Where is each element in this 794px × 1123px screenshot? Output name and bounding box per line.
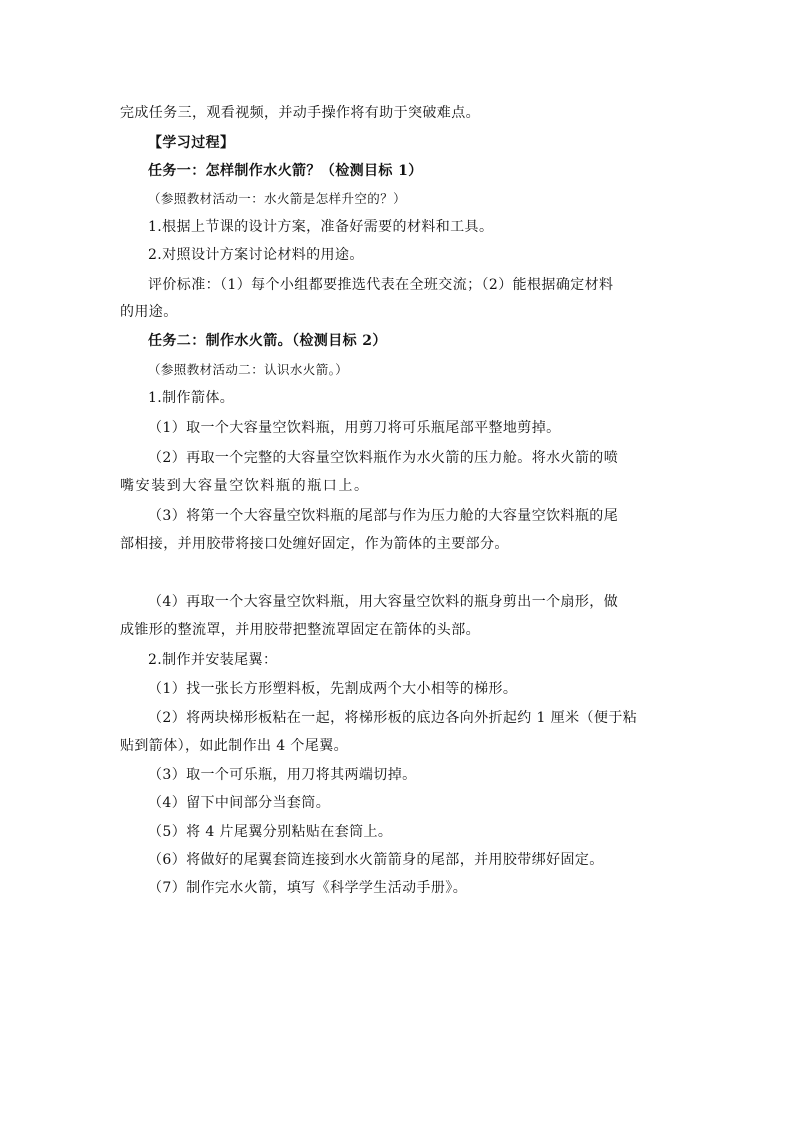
fins-step-3: （3）取一个可乐瓶，用刀将其两端切掉。 <box>148 767 417 783</box>
body-step-1: （1）取一个大容量空饮料瓶，用剪刀将可乐瓶尾部平整地剪掉。 <box>148 420 561 436</box>
fins-step-7: （7）制作完水火箭，填写《科学学生活动手册》。 <box>148 880 468 896</box>
fins-step-1: （1）找一张长方形塑料板，先割成两个大小相等的梯形。 <box>148 681 518 697</box>
body-step-4: （4）再取一个大容量空饮料瓶，用大容量空饮料的瓶身剪出一个扇形，做 <box>148 594 619 610</box>
fins-heading: 2.制作并安装尾翼： <box>148 652 278 668</box>
task-two-heading: 任务二：制作水火箭。（检测目标 2） <box>148 333 387 349</box>
task-one-reference: （参照教材活动一：水火箭是怎样升空的？） <box>148 191 407 206</box>
task-one-step-2: 2.对照设计方案讨论材料的用途。 <box>148 247 364 263</box>
fins-step-4: （4）留下中间部分当套筒。 <box>148 795 331 811</box>
fins-step-6: （6）将做好的尾翼套筒连接到水火箭箭身的尾部，并用胶带绑好固定。 <box>148 852 604 868</box>
intro-line: 完成任务三，观看视频，并动手操作将有助于突破难点。 <box>120 105 480 121</box>
evaluation-criteria: 评价标准：（1）每个小组都要推选代表在全班交流；（2）能根据确定材料 <box>148 277 614 293</box>
section-heading: 【学习过程】 <box>148 135 235 151</box>
fins-step-2-cont: 贴到箭体），如此制作出 4 个尾翼。 <box>120 738 349 754</box>
body-step-4-cont: 成锥形的整流罩，并用胶带把整流罩固定在箭体的头部。 <box>120 622 480 638</box>
task-one-heading: 任务一：怎样制作水火箭？（检测目标 1） <box>148 163 423 179</box>
body-step-3-cont: 部相接，并用胶带将接口处缠好固定，作为箭体的主要部分。 <box>120 536 509 552</box>
body-step-3: （3）将第一个大容量空饮料瓶的尾部与作为压力舱的大容量空饮料瓶的尾 <box>148 508 619 524</box>
evaluation-criteria-cont: 的用途。 <box>120 304 178 320</box>
fins-step-5: （5）将 4 片尾翼分别粘贴在套筒上。 <box>148 824 393 840</box>
body-step-2-cont: 嘴安装到大容量空饮料瓶的瓶口上。 <box>120 478 370 494</box>
task-one-step-1: 1.根据上节课的设计方案，准备好需要的材料和工具。 <box>148 219 494 235</box>
task-two-reference: （参照教材活动二：认识水火箭。） <box>148 362 349 377</box>
body-step-2: （2）再取一个完整的大容量空饮料瓶作为水火箭的压力舱。将水火箭的喷 <box>148 450 619 466</box>
fins-step-2: （2）将两块梯形板粘在一起，将梯形板的底边各向外折起约 1 厘米（便于粘 <box>148 710 638 726</box>
make-body-heading: 1.制作箭体。 <box>148 390 235 406</box>
